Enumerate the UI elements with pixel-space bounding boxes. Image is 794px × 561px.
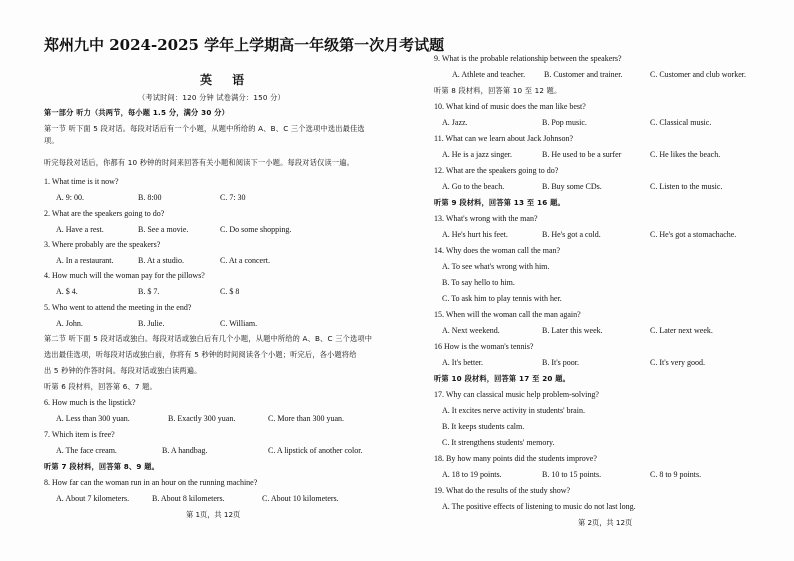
section2-instruction-line: 第二节 听下面 5 段对话或独白。每段对话或独白后有几个小题，从题中所给的 A、B、C 三个选项中 [44,334,373,343]
material-9-heading: 听第 9 段材料，回答第 13 至 16 题。 [434,198,565,207]
option-5b: B. Julie. [138,319,165,328]
option-15c: C. Later next week. [650,326,713,335]
question-4: 4. How much will the woman pay for the pillows? [44,271,205,280]
option-6c: C. More than 300 yuan. [268,414,344,423]
option-10b: B. Pop music. [542,118,587,127]
page-footer-2: 第 2页，共 12页 [578,518,633,527]
option-18b: B. 10 to 15 points. [542,470,602,479]
option-11a: A. He is a jazz singer. [442,150,512,159]
option-17c: C. It strengthens students' memory. [442,438,555,447]
question-1: 1. What time is it now? [44,177,119,186]
option-1a: A. 9: 00. [56,193,84,202]
option-4c: C. $ 8 [220,287,240,296]
option-12a: A. Go to the beach. [442,182,505,191]
option-17a: A. It excites nerve activity in students' brain. [442,406,585,415]
section1-instruction-line: 听完每段对话后，你都有 10 秒钟的时间来回答有关小题和阅读下一小题。每段对话仅读一遍。 [44,158,355,167]
material-8-heading: 听第 8 段材料，回答第 10 至 12 题。 [434,86,562,95]
option-15b: B. Later this week. [542,326,603,335]
option-16b: B. It's poor. [542,358,579,367]
question-17: 17. Why can classical music help problem-solving? [434,390,599,399]
question-8: 8. How far can the woman run in an hour on the running machine? [44,478,258,487]
option-14a: A. To see what's wrong with him. [442,262,550,271]
option-14b: B. To say hello to him. [442,278,515,287]
question-9: 9. What is the probable relationship between the speakers? [434,54,622,63]
option-2b: B. See a movie. [138,225,189,234]
option-18c: C. 8 to 9 points. [650,470,702,479]
option-1c: C. 7: 30 [220,193,246,202]
material-10-heading: 听第 10 段材料，回答第 17 至 20 题。 [434,374,571,383]
option-7b: B. A handbag. [162,446,208,455]
option-13b: B. He's got a cold. [542,230,601,239]
option-8c: C. About 10 kilometers. [262,494,339,503]
option-4b: B. $ 7. [138,287,160,296]
option-10a: A. Jazz. [442,118,468,127]
question-3: 3. Where probably are the speakers? [44,240,161,249]
question-5: 5. Who went to attend the meeting in the end? [44,303,192,312]
question-18: 18. By how many points did the students improve? [434,454,597,463]
option-7c: C. A lipstick of another color. [268,446,363,455]
option-13a: A. He's hurt his feet. [442,230,508,239]
option-3b: B. At a studio. [138,256,185,265]
option-4a: A. $ 4. [56,287,78,296]
question-10: 10. What kind of music does the man like best? [434,102,586,111]
left-page [40,0,445,561]
option-17b: B. It keeps students calm. [442,422,525,431]
option-1b: B. 8:00 [138,193,162,202]
option-6b: B. Exactly 300 yuan. [168,414,236,423]
question-11: 11. What can we learn about Jack Johnson? [434,134,574,143]
section1-instruction-line: 第一节 听下面 5 段对话。每段对话后有一个小题，从题中所给的 A、B、C 三个选项中选出最佳选 [44,124,365,133]
subject-heading: 英 语 [200,73,253,87]
option-16c: C. It's very good. [650,358,705,367]
exam-info: （考试时间：120 分钟 试卷满分：150 分） [138,93,285,102]
option-9b: B. Customer and trainer. [544,70,623,79]
question-15: 15. When will the woman call the man again? [434,310,581,319]
material-7-heading: 听第 7 段材料，回答第 8、9 题。 [44,462,160,471]
question-14: 14. Why does the woman call the man? [434,246,561,255]
question-19: 19. What do the results of the study show? [434,486,571,495]
option-3c: C. At a concert. [220,256,270,265]
section2-instruction-line: 选出最佳选项，听每段对话或独白前，你将有 5 秒钟的时间阅读各个小题；听完后，各小题将给 [44,350,357,359]
option-11b: B. He used to be a surfer [542,150,622,159]
option-11c: C. He likes the beach. [650,150,721,159]
option-6a: A. Less than 300 yuan. [56,414,130,423]
question-16: 16 How is the woman's tennis? [434,342,534,351]
option-5a: A. John. [56,319,83,328]
right-page [430,0,780,561]
option-12c: C. Listen to the music. [650,182,723,191]
material-6-heading: 听第 6 段材料，回答第 6、7 题。 [44,382,157,391]
option-5c: C. William. [220,319,258,328]
option-16a: A. It's better. [442,358,483,367]
option-14c: C. To ask him to play tennis with her. [442,294,562,303]
part1-heading: 第一部分 听力（共两节，每小题 1.5 分，满分 30 分） [44,108,229,117]
option-19a: A. The positive effects of listening to music do not last long. [442,502,636,511]
option-9a: A. Athlete and teacher. [452,70,526,79]
option-8b: B. About 8 kilometers. [152,494,225,503]
option-2c: C. Do some shopping. [220,225,292,234]
section2-instruction-line: 出 5 秒钟的作答时间。每段对话或独白读两遍。 [44,366,202,375]
option-9c: C. Customer and club worker. [650,70,746,79]
section1-instruction-line: 项。 [44,136,59,145]
option-15a: A. Next weekend. [442,326,500,335]
option-7a: A. The face cream. [56,446,117,455]
question-6: 6. How much is the lipstick? [44,398,136,407]
page-footer-1: 第 1页，共 12页 [186,510,241,519]
option-10c: C. Classical music. [650,118,712,127]
question-12: 12. What are the speakers going to do? [434,166,559,175]
question-13: 13. What's wrong with the man? [434,214,538,223]
option-3a: A. In a restaurant. [56,256,114,265]
option-2a: A. Have a rest. [56,225,104,234]
option-18a: A. 18 to 19 points. [442,470,502,479]
option-13c: C. He's got a stomachache. [650,230,737,239]
exam-title: 郑州九中 2024-2025 学年上学期高一年级第一次月考试题 [44,36,445,54]
question-2: 2. What are the speakers going to do? [44,209,165,218]
option-12b: B. Buy some CDs. [542,182,602,191]
question-7: 7. Which item is free? [44,430,115,439]
option-8a: A. About 7 kilometers. [56,494,130,503]
